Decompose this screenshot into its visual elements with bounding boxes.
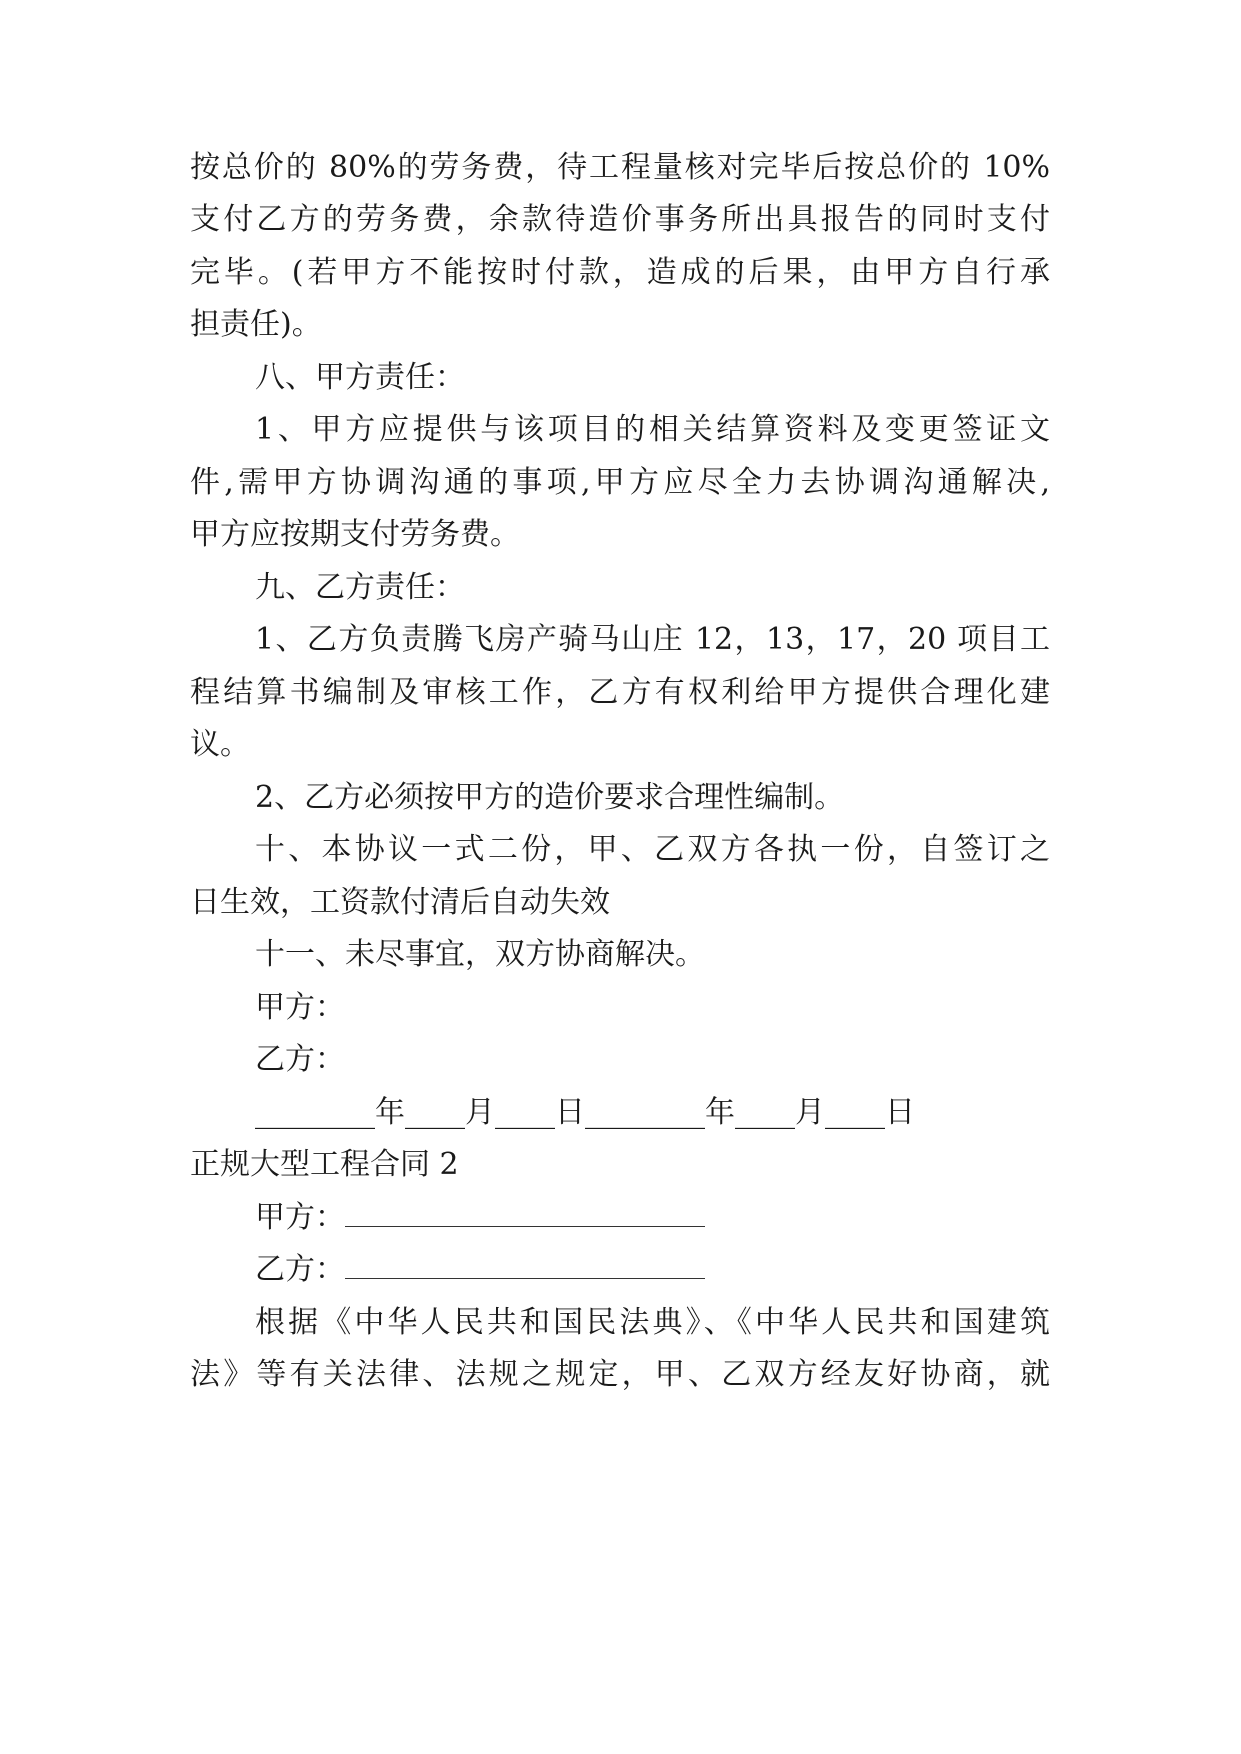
section-9-item-1-line-1: 1、乙方负责腾飞房产骑马山庄 12，13，17，20 项目工: [255, 622, 1050, 657]
section-10-line-1: 十、本协议一式二份，甲、乙双方各执一份，自签订之: [255, 832, 1050, 867]
section-8-item-1-line-2: 件,需甲方协调沟通的事项,甲方应尽全力去协调沟通解决,: [190, 465, 1050, 500]
section-10-line-2: 日生效，工资款付清后自动失效: [190, 885, 610, 920]
contract-2-party-b-label: 乙方：: [255, 1252, 345, 1287]
section-8-item-1-line-3: 甲方应按期支付劳务费。: [190, 517, 520, 552]
payment-line-4: 担责任)。: [190, 307, 322, 342]
party-a-label: 甲方：: [255, 990, 345, 1025]
section-8-item-1-line-1: 1、甲方应提供与该项目的相关结算资料及变更签证文: [255, 412, 1050, 447]
payment-line-2: 支付乙方的劳务费，余款待造价事务所出具报告的同时支付: [190, 202, 1050, 237]
party-b-label: 乙方：: [255, 1042, 345, 1077]
section-11: 十一、未尽事宜，双方协商解决。: [255, 937, 705, 972]
contract-2-intro-line-2: 法》等有关法律、法规之规定，甲、乙双方经友好协商，就: [190, 1357, 1050, 1392]
party-a-signature-blank: [345, 1198, 705, 1227]
contract-2-intro-line-1: 根据《中华人民共和国民法典》、《中华人民共和国建筑: [255, 1305, 1050, 1340]
section-8-title: 八、甲方责任：: [255, 360, 465, 395]
section-9-item-1-line-2: 程结算书编制及审核工作，乙方有权利给甲方提供合理化建: [190, 675, 1050, 710]
payment-line-3: 完毕。(若甲方不能按时付款，造成的后果，由甲方自行承: [190, 255, 1050, 290]
signature-date-line: ________年____月____日________年____月____日: [255, 1095, 915, 1130]
payment-line-1: 按总价的 80%的劳务费，待工程量核对完毕后按总价的 10%: [190, 150, 1050, 185]
contract-2-party-a-label: 甲方：: [255, 1200, 345, 1235]
party-b-signature-blank: [345, 1250, 705, 1279]
section-9-item-1-line-3: 议。: [190, 727, 250, 762]
contract-2-title: 正规大型工程合同 2: [190, 1147, 459, 1182]
section-9-title: 九、乙方责任：: [255, 570, 465, 605]
contract-2-party-a-row: [255, 1198, 1050, 1238]
section-9-item-2: 2、乙方必须按甲方的造价要求合理性编制。: [255, 780, 845, 815]
contract-2-party-b-row: [255, 1250, 1050, 1290]
